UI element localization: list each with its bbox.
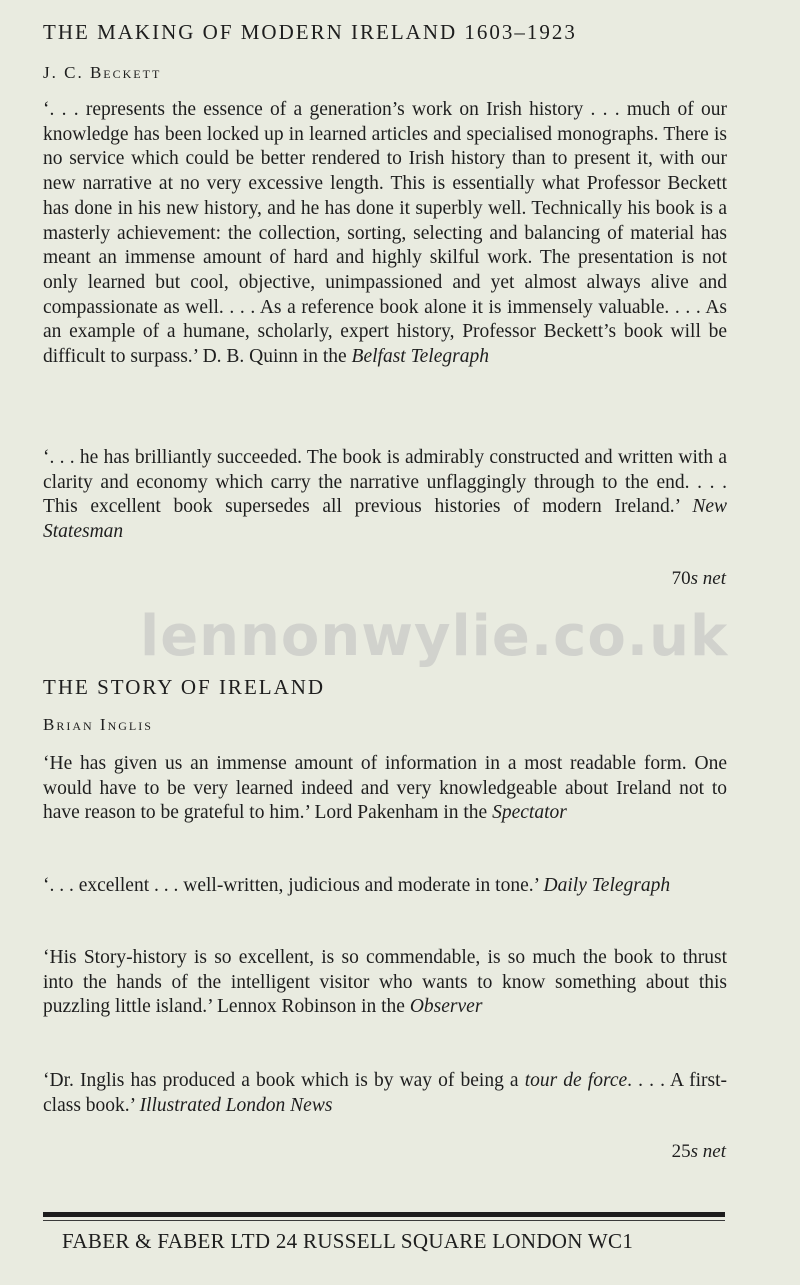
review-text: ‘His Story-history is so excellent, is so commendable, is so much the book to thrust into the hands of the intelligent visitor who wants to know something about this puzzling little island.’ Lennox Robinson in the xyxy=(43,947,727,1018)
book1-review-1 xyxy=(43,98,727,370)
review-text: ‘. . . excellent . . . well-written, judicious and moderate in tone.’ xyxy=(43,875,544,896)
review-source: Belfast Telegraph xyxy=(351,346,489,368)
book2-review-1 xyxy=(43,752,727,826)
review-source: Spectator xyxy=(492,802,567,824)
book1-price xyxy=(672,568,726,590)
book2-review-2 xyxy=(43,874,727,899)
divider-rule-thin xyxy=(43,1220,725,1221)
book2-review-4 xyxy=(43,1069,727,1118)
review-text: ‘Dr. Inglis has produced a book which is by way of being a xyxy=(43,1070,525,1091)
price-amount: 25 xyxy=(671,1141,691,1162)
book2-title: THE STORY OF IRELAND xyxy=(43,675,326,699)
review-source: Illustrated London News xyxy=(139,1094,333,1116)
review-text: . . . . A first-class book.’ xyxy=(43,1070,727,1116)
review-source: Observer xyxy=(409,996,483,1018)
book1-review-2 xyxy=(43,446,727,545)
publisher-imprint: FABER & FABER LTD 24 RUSSELL SQUARE LONDON WC1 xyxy=(62,1229,634,1253)
review-italic-phrase: tour de force xyxy=(524,1070,628,1091)
review-text: ‘. . . represents the essence of a generation’s work on Irish history . . . much of our knowledge has been locked up in learned articles and specialised monographs. There is no service which could be better rendered to Irish history than to present it, with our new narrative at no very excessive length. This is essentially what Professor Beckett has done in his new history, and he has done it superbly well. Technically his book is a masterly achievement: the collection, sorting, selecting and balancing of material has meant an immense amount of hard and highly skilful work. The presentation is not only learned but cool, objective, unimpassioned and yet almost always alive and compassionate as well. . . . As a reference book alone it is immensely valuable. . . . As an example of a humane, scholarly, expert history, Professor Beckett’s book will be difficult to surpass.’ D. B. Quinn in the xyxy=(43,99,727,368)
review-source: Daily Telegraph xyxy=(543,875,671,896)
review-text: ‘. . . he has brilliantly succeeded. The book is admirably constructed and written with a clarity and economy which carry the narrative unflaggingly through to the end. . . . This excellent book supersedes all previous histories of modern Ireland.’ xyxy=(43,447,727,518)
book2-author: Brian Inglis xyxy=(43,715,153,734)
review-text: ‘He has given us an immense amount of information in a most readable form. One would have to be very learned indeed and very knowledgeable about Ireland not to have reason to be grateful to him.’ Lord Pakenham in the xyxy=(43,753,727,824)
watermark: lennonwylie.co.uk xyxy=(140,604,729,669)
price-unit: s net xyxy=(690,568,726,589)
review-source: New Statesman xyxy=(43,496,727,543)
price-unit: s net xyxy=(690,1141,726,1162)
book1-title: THE MAKING OF MODERN IRELAND 1603–1923 xyxy=(43,20,577,44)
book1-author: J. C. Beckett xyxy=(43,63,162,82)
divider-rule xyxy=(43,1212,725,1217)
price-amount: 70 xyxy=(671,568,691,589)
book2-review-3 xyxy=(43,946,727,1020)
book2-price xyxy=(672,1141,726,1163)
